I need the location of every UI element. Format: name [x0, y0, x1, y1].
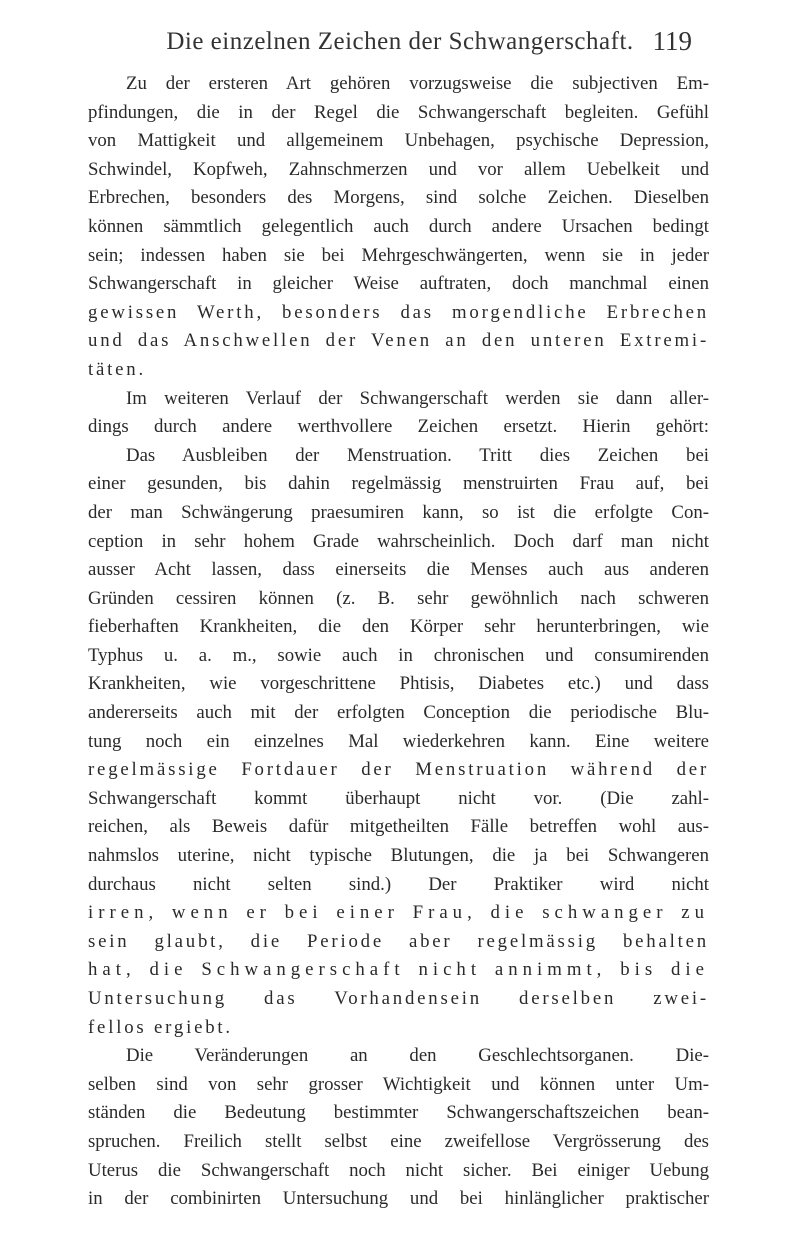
running-head-title: Die einzelnen Zeichen der Schwangerschaft. — [166, 28, 634, 55]
text-line: ständen die Bedeutung bestimmter Schwangerschaftszeichen bean- — [88, 1102, 709, 1124]
text-line: reichen, als Beweis dafür mitgetheilten Fälle betreffen wohl aus- — [88, 816, 709, 838]
text-line: und das Anschwellen der Venen an den unteren Extremi- — [88, 330, 709, 352]
text-line: fieberhaften Krankheiten, die den Körper sehr herunterbringen, wie — [88, 616, 709, 638]
text-line: andererseits auch mit der erfolgten Conception die periodische Blu- — [88, 702, 709, 724]
text-line: Untersuchung das Vorhandensein derselben zwei- — [88, 988, 709, 1009]
text-line: der man Schwängerung praesumiren kann, so ist die erfolgte Con- — [88, 501, 709, 523]
text-line: einer gesunden, bis dahin regelmässig menstruirten Frau auf, bei — [88, 473, 709, 495]
text-line: Typhus u. a. m., sowie auch in chronischen und consumirenden — [88, 644, 709, 666]
text-line: irren, wenn er bei einer Frau, die schwanger zu — [88, 902, 709, 924]
text-line: sein glaubt, die Periode aber regelmässig behalten — [88, 930, 709, 952]
text-line: Gründen cessiren können (z. B. sehr gewöhnlich nach schweren — [88, 587, 709, 609]
text-line: Schwindel, Kopfweh, Zahnschmerzen und vor allem Uebelkeit und — [88, 158, 709, 180]
text-line: Uterus die Schwangerschaft noch nicht sicher. Bei einiger Uebung — [88, 1159, 709, 1181]
section-heading-menstruation: Das Ausbleiben der Menstruation. Tritt dies Zeichen bei — [126, 444, 709, 466]
text-line: hat, die Schwangerschaft nicht annimmt, bis die — [88, 959, 709, 981]
text-line: spruchen. Freilich stellt selbst eine zweifellose Vergrösserung des — [88, 1130, 709, 1152]
text-line: fellos ergiebt. — [88, 1016, 233, 1038]
text-line: dings durch andere werthvollere Zeichen ersetzt. Hierin gehört: — [88, 416, 709, 438]
body-text — [88, 70, 709, 1214]
text-line: regelmässige Fortdauer der Menstruation während der — [88, 759, 709, 781]
text-line: selben sind von sehr grosser Wichtigkeit und können unter Um- — [88, 1073, 709, 1095]
text-line: Im weiteren Verlauf der Schwangerschaft werden sie dann aller- — [126, 387, 709, 409]
page-number: 119 — [652, 26, 692, 56]
text-line: ausser Acht lassen, dass einerseits die Menses auch aus anderen — [88, 559, 709, 581]
text-line: können sämmtlich gelegentlich auch durch andere Ursachen bedingt — [88, 215, 709, 237]
text-line: in der combinirten Untersuchung und bei hinlänglicher praktischer — [88, 1188, 709, 1210]
section-heading-geschlechtsorgane: Die Veränderungen an den Geschlechtsorganen. Die- — [126, 1045, 709, 1067]
text-line: durchaus nicht selten sind.) Der Praktiker wird nicht — [88, 873, 709, 895]
text-line: sein; indessen haben sie bei Mehrgeschwängerten, wenn sie in jeder — [88, 244, 709, 266]
text-line: Schwangerschaft in gleicher Weise auftraten, doch manchmal einen — [88, 273, 709, 295]
text-line: gewissen Werth, besonders das morgendliche Erbrechen — [88, 301, 709, 323]
text-line: tung noch ein einzelnes Mal wiederkehren kann. Eine weitere — [88, 730, 709, 752]
text-line: Zu der ersteren Art gehören vorzugsweise die subjectiven Em- — [126, 73, 709, 94]
text-line: ception in sehr hohem Grade wahrscheinlich. Doch darf man nicht — [88, 530, 709, 552]
text-line: Schwangerschaft kommt überhaupt nicht vor. (Die zahl- — [88, 787, 709, 809]
text-line: von Mattigkeit und allgemeinem Unbehagen, psychische Depression, — [88, 130, 709, 152]
text-line: nahmslos uterine, nicht typische Blutungen, die ja bei Schwangeren — [88, 845, 709, 867]
text-line: Erbrechen, besonders des Morgens, sind solche Zeichen. Dieselben — [88, 187, 709, 209]
text-line: täten. — [88, 358, 146, 380]
running-head — [0, 20, 800, 60]
text-line: Krankheiten, wie vorgeschrittene Phtisis, Diabetes etc.) und dass — [88, 673, 709, 695]
text-line: pfindungen, die in der Regel die Schwangerschaft begleiten. Gefühl — [88, 101, 709, 123]
